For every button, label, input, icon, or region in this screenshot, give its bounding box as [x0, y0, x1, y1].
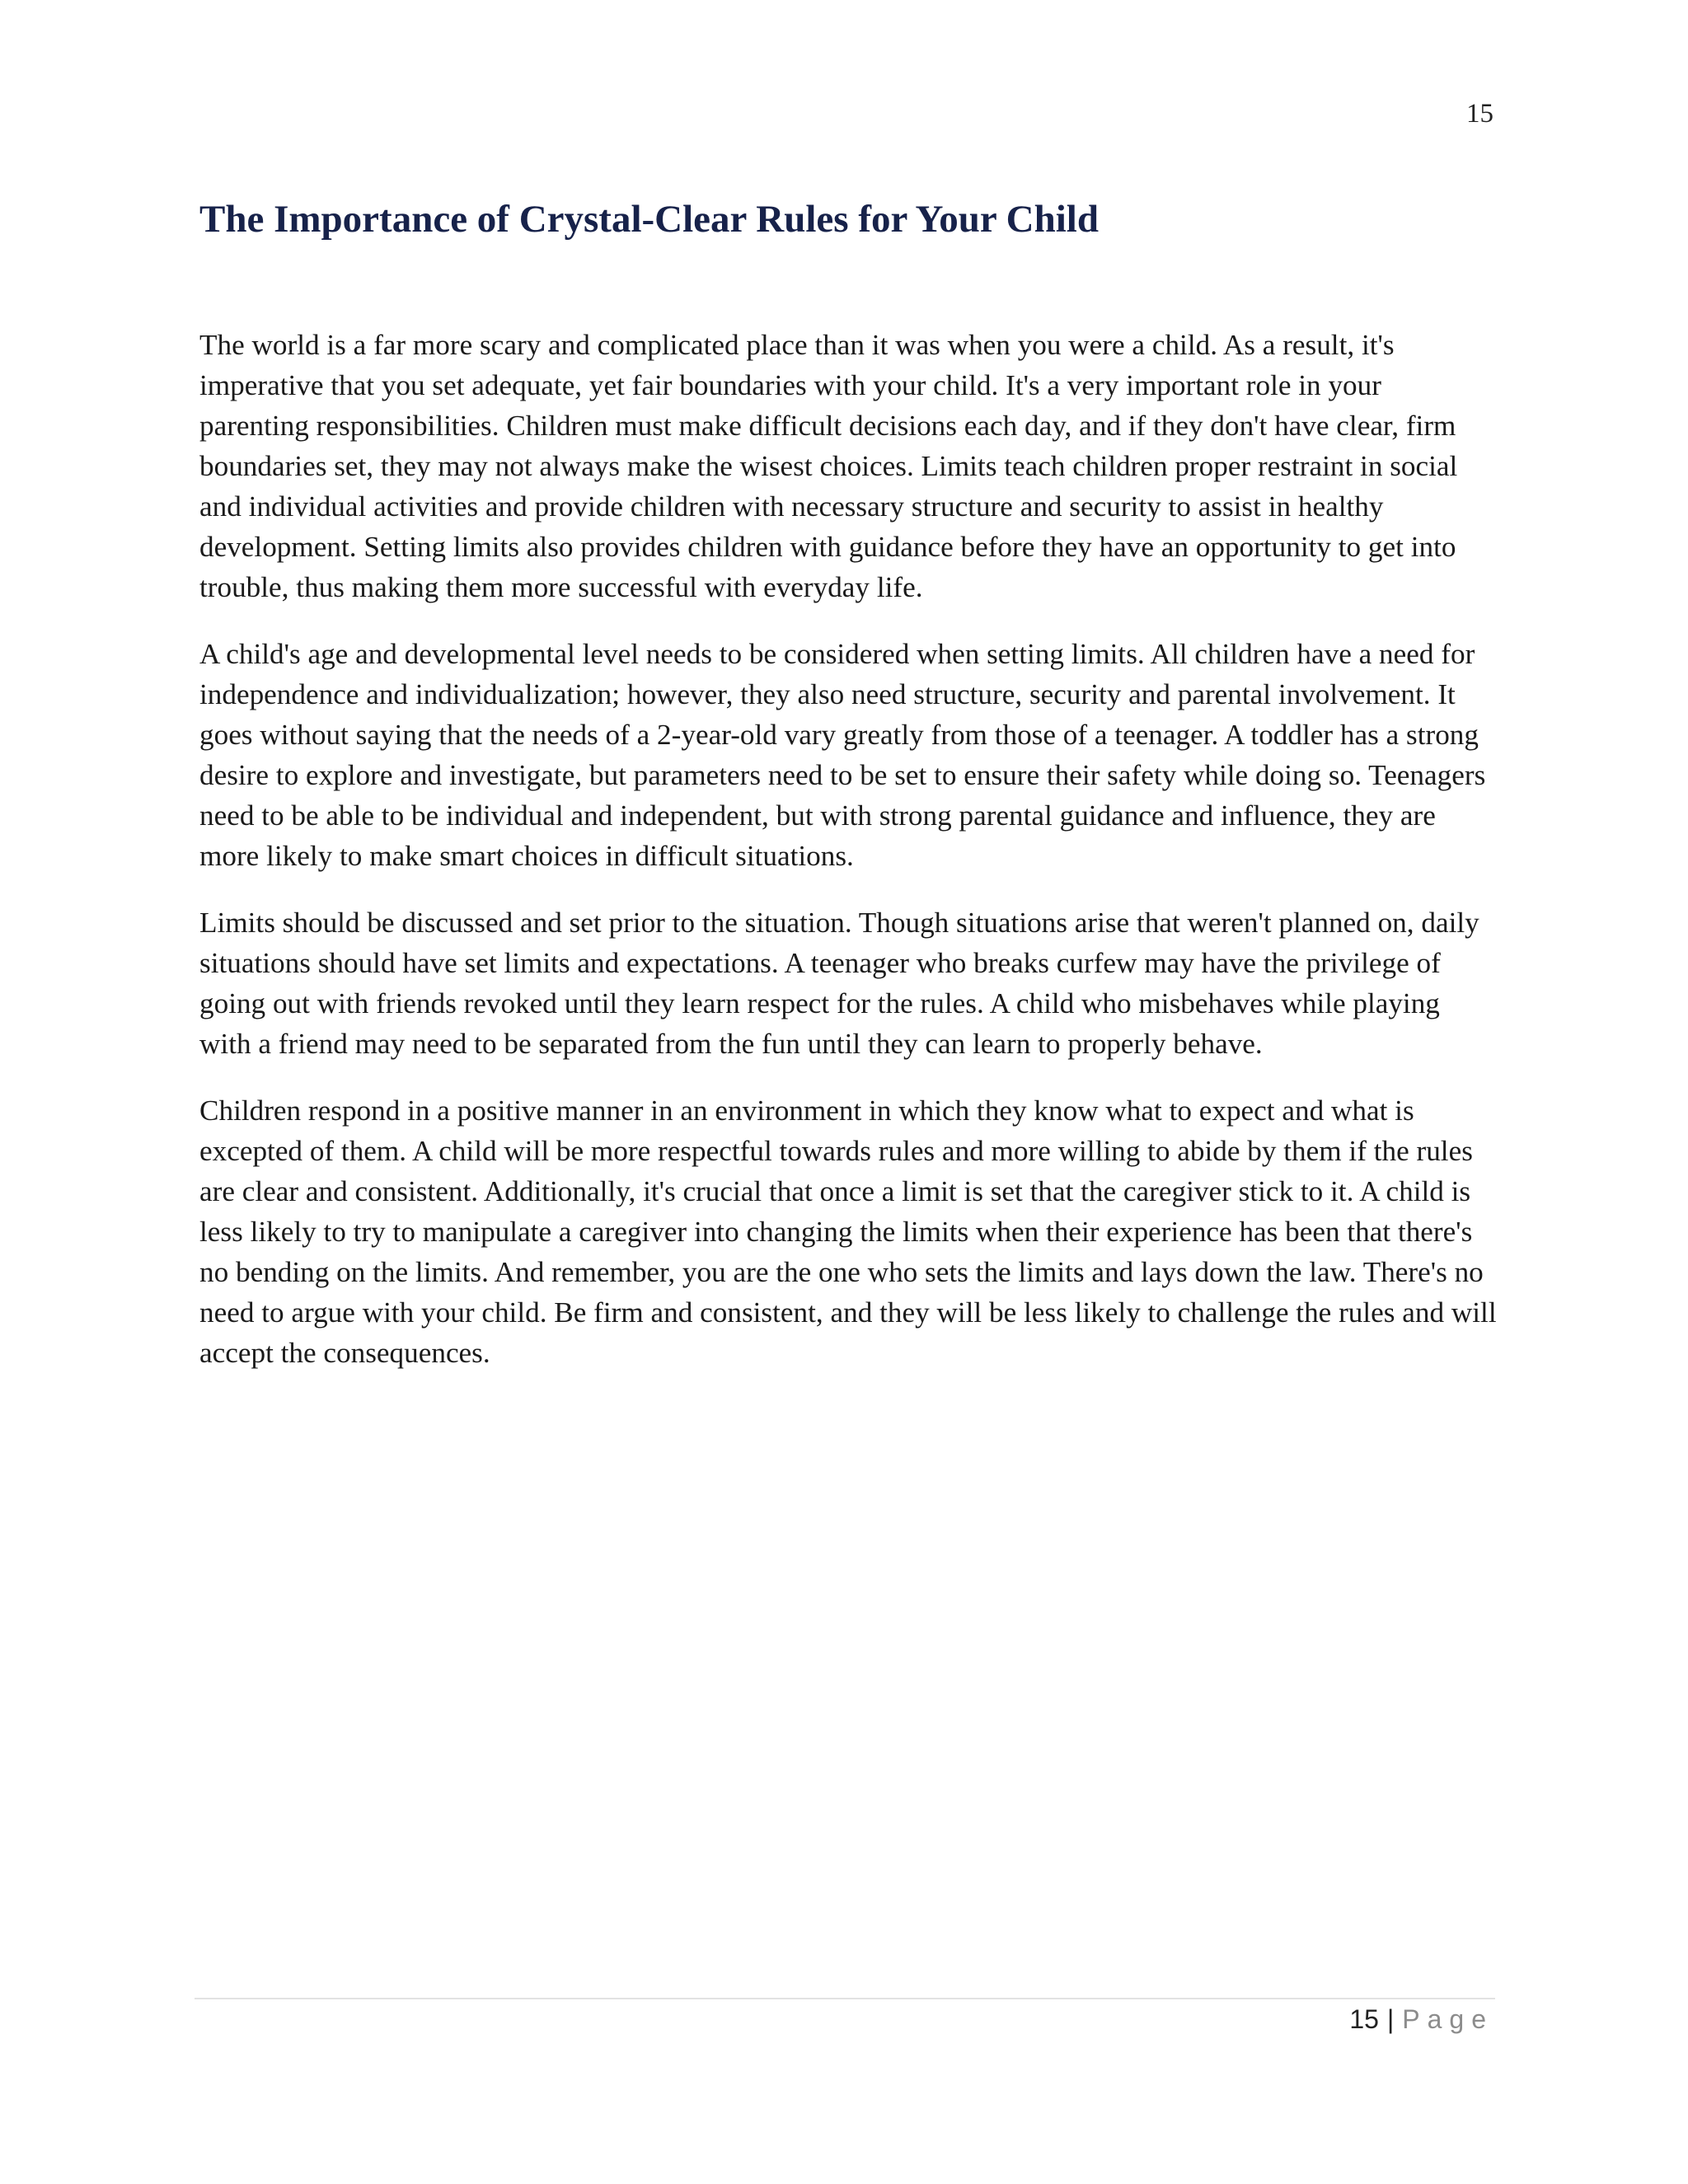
body-text: [199, 325, 1498, 1399]
footer-page-label: Page: [1402, 2004, 1493, 2034]
paragraph-3: Limits should be discussed and set prior to the situation. Though situations arise that weren't planned on, daily situations should have set limits and expectations. A teenager who breaks curfew may have the privilege of going out with friends revoked until they learn respect for the rules. A child who misbehaves while playing with a friend may need to be separated from the fun until they can learn to properly behave.: [199, 907, 1479, 1060]
paragraph-4: Children respond in a positive manner in an environment in which they know what to expect and what is excepted of them. A child will be more respectful towards rules and more willing to abide by them if the rules are clear and consistent. Additionally, it's crucial that once a limit is set that the caregiver stick to it. A child is less likely to try to manipulate a caregiver into changing the limits when their experience has been that there's no bending on the limits. And remember, you are the one who sets the limits and lays down the law. There's no need to argue with your child. Be firm and consistent, and they will be less likely to challenge the rules and will accept the consequences.: [199, 1094, 1497, 1369]
paragraph-2: A child's age and developmental level needs to be considered when setting limits. All children have a need for independence and individualization; however, they also need structure, security and parental involvement. It goes without saying that the needs of a 2-year-old vary greatly from those of a teenager. A toddler has a strong desire to explore and investigate, but parameters need to be set to ensure their safety while doing so. Teenagers need to be able to be individual and independent, but with strong parental guidance and influence, they are more likely to make smart choices in difficult situations.: [199, 638, 1486, 872]
footer: [1349, 2004, 1493, 2035]
footer-page-number: 15: [1349, 2004, 1379, 2034]
footer-divider: [195, 1998, 1495, 1999]
footer-separator: |: [1386, 2004, 1395, 2034]
paragraph-1: The world is a far more scary and complicated place than it was when you were a child. As a result, it's imperative that you set adequate, yet fair boundaries with your child. It's a very important role in your parenting responsibilities. Children must make difficult decisions each day, and if they don't have clear, firm boundaries set, they may not always make the wisest choices. Limits teach children proper restraint in social and individual activities and provide children with necessary structure and security to assist in healthy development. Setting limits also provides children with guidance before they have an opportunity to get into trouble, thus making them more successful with everyday life.: [199, 329, 1458, 603]
page-title: The Importance of Crystal-Clear Rules for Your Child: [199, 198, 1099, 241]
header-page-number: 15: [1466, 99, 1493, 129]
